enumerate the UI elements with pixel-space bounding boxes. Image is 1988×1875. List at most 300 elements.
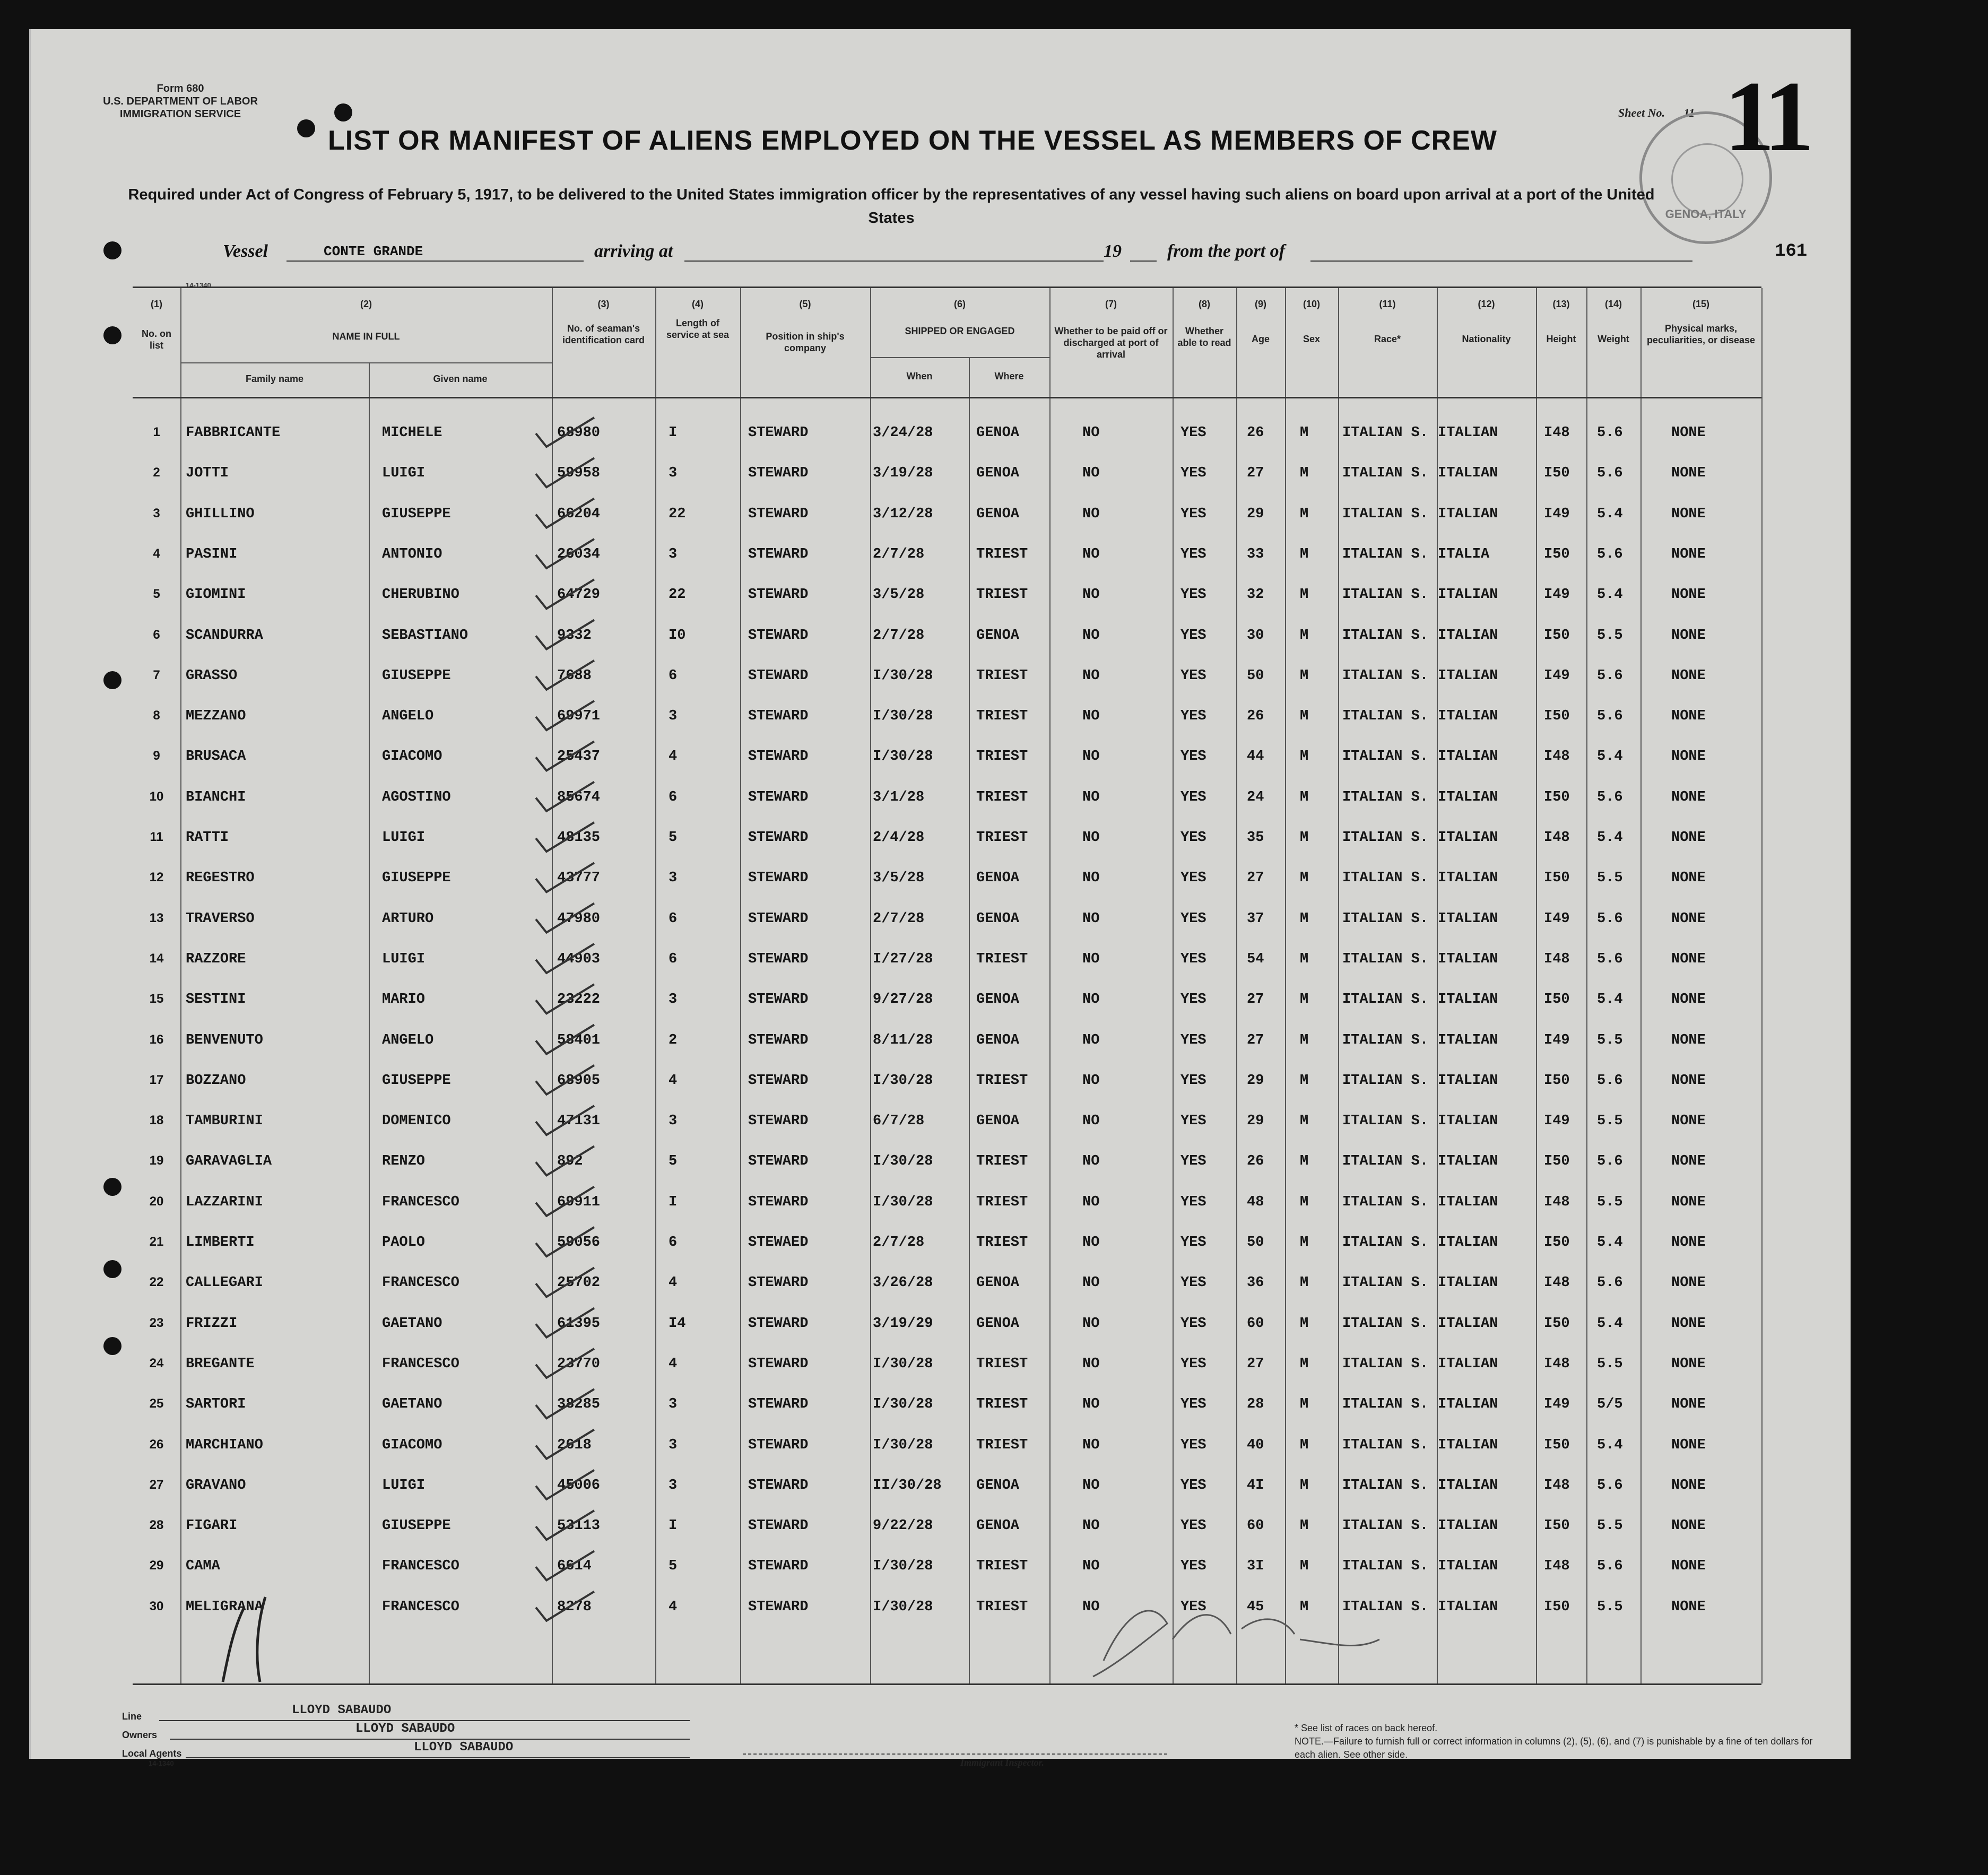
cell-where: GENOA (976, 1275, 1020, 1291)
cell-position: STEWARD (748, 830, 809, 846)
cell-no: 14 (149, 951, 164, 966)
cell-given: GIUSEPPE (382, 1072, 451, 1089)
manifest-footer (117, 1698, 1815, 1768)
cell-when: 2/7/28 (873, 546, 925, 562)
check-mark (536, 1349, 594, 1378)
cell-service: I (669, 1518, 678, 1534)
col-num-14: (14) (1604, 299, 1622, 309)
cell-weight: 5.6 (1597, 1072, 1623, 1089)
cell-position: STEWARD (748, 870, 809, 887)
cell-family: CAMA (186, 1558, 220, 1575)
cell-height: I49 (1544, 910, 1570, 927)
cell-where: TRIEST (976, 789, 1028, 805)
cell-weight: 5.5 (1597, 870, 1623, 887)
col-num-13: (13) (1552, 299, 1570, 309)
inspector-label: Immigrant Inspector. (960, 1757, 1045, 1768)
cell-marks: NONE (1671, 1032, 1706, 1048)
cell-paid: NO (1082, 627, 1100, 644)
cell-position: STEWARD (748, 1356, 809, 1372)
seal-text: GENOA, ITALY (1665, 207, 1747, 221)
cell-service: 3 (669, 465, 678, 482)
cell-read: YES (1180, 1315, 1206, 1332)
cell-sex: M (1300, 425, 1309, 441)
cell-read: YES (1180, 667, 1206, 684)
cell-weight: 5.6 (1597, 1153, 1623, 1170)
cell-given: GIUSEPPE (382, 1518, 451, 1534)
cell-position: STEWARD (748, 708, 809, 725)
cell-no: 10 (149, 789, 164, 804)
cell-marks: NONE (1671, 425, 1706, 441)
cell-where: GENOA (976, 1477, 1020, 1494)
col-num-11: (11) (1379, 299, 1396, 309)
cell-sex: M (1300, 627, 1309, 644)
cell-race: ITALIAN S. (1342, 1275, 1429, 1291)
cell-position: STEWARD (748, 951, 809, 967)
page-number: 161 (1775, 241, 1808, 262)
cell-read: YES (1180, 465, 1206, 482)
cell-height: I50 (1544, 627, 1570, 644)
cell-where: TRIEST (976, 1235, 1028, 1251)
cell-no: 1 (153, 425, 160, 439)
cell-when: I/30/28 (873, 1396, 933, 1413)
cell-given: LUIGI (382, 1477, 426, 1494)
cell-position: STEWARD (748, 627, 809, 644)
agents-label: Local Agents (122, 1748, 182, 1759)
cell-when: I/30/28 (873, 1072, 933, 1089)
cell-paid: NO (1082, 1275, 1100, 1291)
cell-family: REGESTRO (186, 870, 255, 887)
check-mark (536, 1106, 594, 1135)
cell-weight: 5.6 (1597, 667, 1623, 684)
cell-age: 48 (1247, 1194, 1264, 1210)
cell-race: ITALIAN S. (1342, 992, 1429, 1008)
cell-card: 45006 (557, 1477, 601, 1494)
cell-when: 8/11/28 (873, 1032, 933, 1048)
cell-read: YES (1180, 1558, 1206, 1575)
cell-no: 8 (153, 708, 160, 723)
cell-read: YES (1180, 1437, 1206, 1453)
cell-weight: 5.5 (1597, 1518, 1623, 1534)
header-length-service: Length of service at sea (666, 318, 730, 340)
cell-paid: NO (1082, 465, 1100, 482)
cell-service: 5 (669, 1153, 678, 1170)
cell-where: GENOA (976, 627, 1020, 644)
cell-race: ITALIAN S. (1342, 546, 1429, 562)
cell-sex: M (1300, 1437, 1309, 1453)
header-given-name: Given name (433, 374, 488, 384)
cell-weight: 5/5 (1597, 1396, 1623, 1413)
cell-paid: NO (1082, 992, 1100, 1008)
cell-card: 23222 (557, 992, 601, 1008)
cell-service: 3 (669, 708, 678, 725)
cell-sex: M (1300, 1477, 1309, 1494)
cell-weight: 5.6 (1597, 465, 1623, 482)
cell-when: 2/7/28 (873, 1235, 925, 1251)
cell-card: 61395 (557, 1315, 601, 1332)
cell-service: 4 (669, 1275, 678, 1291)
cell-service: 4 (669, 1599, 678, 1615)
cell-nat: ITALIAN (1438, 1477, 1498, 1494)
cell-given: GIACOMO (382, 1437, 442, 1453)
cell-family: RATTI (186, 830, 229, 846)
cell-family: FABBRICANTE (186, 425, 281, 441)
cell-nat: ITALIA (1438, 546, 1490, 562)
cell-no: 13 (149, 910, 164, 925)
cell-service: 3 (669, 1396, 678, 1413)
cell-paid: NO (1082, 1477, 1100, 1494)
cell-sex: M (1300, 1518, 1309, 1534)
footnote (1295, 1722, 1815, 1761)
cell-family: FIGARI (186, 1518, 238, 1534)
form-number: Form 680 (157, 83, 204, 94)
cell-height: I50 (1544, 465, 1570, 482)
cell-family: GIOMINI (186, 587, 246, 603)
cell-read: YES (1180, 1356, 1206, 1372)
cell-where: TRIEST (976, 1194, 1028, 1210)
cell-no: 21 (149, 1235, 164, 1249)
cell-marks: NONE (1671, 1113, 1706, 1130)
cell-where: TRIEST (976, 587, 1028, 603)
cell-paid: NO (1082, 546, 1100, 562)
cell-service: I4 (669, 1315, 686, 1332)
cell-age: 54 (1247, 951, 1264, 967)
cell-family: JOTTI (186, 465, 229, 482)
cell-weight: 5.6 (1597, 789, 1623, 805)
cell-nat: ITALIAN (1438, 708, 1498, 725)
cell-marks: NONE (1671, 910, 1706, 927)
manifest-title: LIST OR MANIFEST OF ALIENS EMPLOYED ON THE VESSEL AS MEMBERS OF CREW (328, 125, 1497, 156)
cell-height: I49 (1544, 667, 1570, 684)
cell-read: YES (1180, 951, 1206, 967)
cell-nat: ITALIAN (1438, 992, 1498, 1008)
cell-given: ARTURO (382, 910, 434, 927)
check-mark (536, 1308, 594, 1338)
cell-nat: ITALIAN (1438, 1437, 1498, 1453)
inspector-signature-stroke (1173, 1615, 1379, 1646)
check-mark (536, 701, 594, 730)
cell-race: ITALIAN S. (1342, 1558, 1429, 1575)
cell-where: GENOA (976, 425, 1020, 441)
cell-where: GENOA (976, 1518, 1020, 1534)
cell-race: ITALIAN S. (1342, 1396, 1429, 1413)
cell-marks: NONE (1671, 546, 1706, 562)
header-nationality: Nationality (1462, 334, 1511, 344)
cell-race: ITALIAN S. (1342, 830, 1429, 846)
check-mark (536, 539, 594, 568)
cell-marks: NONE (1671, 627, 1706, 644)
cell-no: 30 (149, 1599, 164, 1613)
cell-given: FRANCESCO (382, 1558, 459, 1575)
cell-race: ITALIAN S. (1342, 951, 1429, 967)
cell-paid: NO (1082, 830, 1100, 846)
cell-marks: NONE (1671, 789, 1706, 805)
cell-age: 40 (1247, 1437, 1264, 1453)
cell-paid: NO (1082, 1194, 1100, 1210)
cell-race: ITALIAN S. (1342, 1518, 1429, 1534)
cell-given: MICHELE (382, 425, 442, 441)
col-num-1: (1) (151, 299, 162, 309)
cell-read: YES (1180, 1153, 1206, 1170)
cell-card: 25702 (557, 1275, 601, 1291)
cell-height: I48 (1544, 1477, 1570, 1494)
cell-family: PASINI (186, 546, 238, 562)
cell-paid: NO (1082, 1599, 1100, 1615)
cell-weight: 5.5 (1597, 1599, 1623, 1615)
check-mark (536, 1187, 594, 1216)
check-mark (536, 661, 594, 690)
cell-nat: ITALIAN (1438, 587, 1498, 603)
cell-paid: NO (1082, 749, 1100, 765)
cell-weight: 5.6 (1597, 546, 1623, 562)
cell-when: 3/19/28 (873, 465, 933, 482)
col-num-8: (8) (1199, 299, 1210, 309)
cell-given: GIUSEPPE (382, 870, 451, 887)
cell-race: ITALIAN S. (1342, 627, 1429, 644)
cell-nat: ITALIAN (1438, 1032, 1498, 1048)
cell-position: STEWARD (748, 506, 809, 522)
check-mark (536, 782, 594, 811)
header-seaman-card: No. of seaman's identification card (562, 323, 645, 345)
cell-weight: 5.6 (1597, 1558, 1623, 1575)
cell-sex: M (1300, 546, 1309, 562)
cell-weight: 5.6 (1597, 1275, 1623, 1291)
cell-marks: NONE (1671, 1599, 1706, 1615)
cell-marks: NONE (1671, 992, 1706, 1008)
cell-no: 4 (153, 546, 160, 561)
header-paid-off: Whether to be paid off or discharged at port of arrival (1054, 326, 1168, 360)
cell-position: STEWARD (748, 1113, 809, 1130)
cell-weight: 5.6 (1597, 708, 1623, 725)
cell-paid: NO (1082, 1235, 1100, 1251)
cell-when: I/30/28 (873, 1558, 933, 1575)
cell-age: 26 (1247, 425, 1264, 441)
header-no-on-list: No. on list (142, 328, 171, 351)
cell-when: 2/7/28 (873, 910, 925, 927)
cell-family: BIANCHI (186, 789, 246, 805)
cell-nat: ITALIAN (1438, 627, 1498, 644)
cell-service: 5 (669, 830, 678, 846)
cell-read: YES (1180, 1477, 1206, 1494)
cell-family: MELIGRANA (186, 1599, 263, 1615)
header-weight: Weight (1598, 334, 1629, 344)
cell-marks: NONE (1671, 951, 1706, 967)
cell-given: ANTONIO (382, 546, 442, 562)
cell-service: 6 (669, 951, 678, 967)
col-num-2: (2) (360, 299, 372, 309)
cell-height: I48 (1544, 1356, 1570, 1372)
cell-race: ITALIAN S. (1342, 425, 1429, 441)
cell-where: GENOA (976, 1315, 1020, 1332)
cell-marks: NONE (1671, 1315, 1706, 1332)
cell-where: TRIEST (976, 667, 1028, 684)
cell-height: I48 (1544, 749, 1570, 765)
cell-height: I50 (1544, 992, 1570, 1008)
cell-nat: ITALIAN (1438, 749, 1498, 765)
cell-age: 27 (1247, 992, 1264, 1008)
cell-height: I50 (1544, 870, 1570, 887)
cell-height: I50 (1544, 1315, 1570, 1332)
cell-age: 44 (1247, 749, 1264, 765)
cell-paid: NO (1082, 1396, 1100, 1413)
cell-age: 27 (1247, 1356, 1264, 1372)
cell-where: TRIEST (976, 1437, 1028, 1453)
cell-read: YES (1180, 1599, 1206, 1615)
cell-height: I50 (1544, 708, 1570, 725)
cell-weight: 5.4 (1597, 749, 1623, 765)
cell-card: 47980 (557, 910, 601, 927)
check-mark (536, 1470, 594, 1499)
cell-read: YES (1180, 1275, 1206, 1291)
cell-marks: NONE (1671, 1275, 1706, 1291)
cell-weight: 5.6 (1597, 951, 1623, 967)
cell-nat: ITALIAN (1438, 910, 1498, 927)
inspector-signature (1093, 1611, 1167, 1677)
cell-age: 27 (1247, 870, 1264, 887)
cell-nat: ITALIAN (1438, 1194, 1498, 1210)
cell-weight: 5.6 (1597, 910, 1623, 927)
cell-no: 15 (149, 992, 164, 1006)
cell-marks: NONE (1671, 749, 1706, 765)
check-mark (536, 741, 594, 770)
cell-race: ITALIAN S. (1342, 1032, 1429, 1048)
cell-position: STEWARD (748, 667, 809, 684)
cell-weight: 5.4 (1597, 506, 1623, 522)
cell-weight: 5.6 (1597, 1477, 1623, 1494)
cell-age: 32 (1247, 587, 1264, 603)
cell-height: I50 (1544, 789, 1570, 805)
cell-given: FRANCESCO (382, 1194, 459, 1210)
cell-family: SESTINI (186, 992, 246, 1008)
cell-where: TRIEST (976, 1072, 1028, 1089)
check-mark (536, 418, 594, 447)
cell-card: 892 (557, 1153, 583, 1170)
cell-when: 9/27/28 (873, 992, 933, 1008)
cell-when: I/30/28 (873, 667, 933, 684)
check-mark (536, 1065, 594, 1095)
cell-when: 3/12/28 (873, 506, 933, 522)
cell-when: 3/1/28 (873, 789, 925, 805)
cell-where: TRIEST (976, 1599, 1028, 1615)
cell-height: I49 (1544, 1113, 1570, 1130)
cell-weight: 5.4 (1597, 992, 1623, 1008)
cell-read: YES (1180, 627, 1206, 644)
cell-age: 50 (1247, 667, 1264, 684)
cell-where: GENOA (976, 1113, 1020, 1130)
cell-sex: M (1300, 830, 1309, 846)
service-name: IMMIGRATION SERVICE (119, 108, 241, 120)
cell-nat: ITALIAN (1438, 1072, 1498, 1089)
cell-race: ITALIAN S. (1342, 789, 1429, 805)
cell-race: ITALIAN S. (1342, 870, 1429, 887)
check-mark (536, 944, 594, 973)
cell-card: 58401 (557, 1032, 601, 1048)
cell-when: I/27/28 (873, 951, 933, 967)
cell-when: 3/26/28 (873, 1275, 933, 1291)
cell-race: ITALIAN S. (1342, 1599, 1429, 1615)
cell-service: 4 (669, 749, 678, 765)
check-mark (536, 1551, 594, 1580)
cell-sex: M (1300, 506, 1309, 522)
cell-nat: ITALIAN (1438, 667, 1498, 684)
cell-nat: ITALIAN (1438, 1235, 1498, 1251)
cell-paid: NO (1082, 789, 1100, 805)
cell-card: 23770 (557, 1356, 601, 1372)
cell-nat: ITALIAN (1438, 1599, 1498, 1615)
cell-paid: NO (1082, 708, 1100, 725)
cell-nat: ITALIAN (1438, 1153, 1498, 1170)
cell-read: YES (1180, 1113, 1206, 1130)
cell-marks: NONE (1671, 830, 1706, 846)
cell-card: 59958 (557, 465, 601, 482)
cell-position: STEWARD (748, 1032, 809, 1048)
cell-service: 4 (669, 1072, 678, 1089)
cell-age: 29 (1247, 1072, 1264, 1089)
cell-age: 4I (1247, 1477, 1264, 1494)
header-able-read: Whether able to read (1177, 326, 1231, 348)
cell-family: GHILLINO (186, 506, 255, 522)
cell-height: I49 (1544, 1396, 1570, 1413)
owners-value: LLOYD SABAUDO (355, 1722, 455, 1736)
cell-height: I48 (1544, 830, 1570, 846)
cell-nat: ITALIAN (1438, 425, 1498, 441)
cell-age: 26 (1247, 708, 1264, 725)
check-mark (536, 984, 594, 1013)
cell-where: GENOA (976, 910, 1020, 927)
cell-marks: NONE (1671, 506, 1706, 522)
cell-weight: 5.5 (1597, 1113, 1623, 1130)
cell-marks: NONE (1671, 1558, 1706, 1575)
cell-height: I50 (1544, 1153, 1570, 1170)
cell-paid: NO (1082, 587, 1100, 603)
check-mark (536, 1025, 594, 1054)
cell-family: MEZZANO (186, 708, 246, 725)
cell-age: 50 (1247, 1235, 1264, 1251)
check-mark (536, 1430, 594, 1459)
cell-paid: NO (1082, 1518, 1100, 1534)
cell-nat: ITALIAN (1438, 1356, 1498, 1372)
handwritten-initial (223, 1597, 265, 1682)
cell-given: CHERUBINO (382, 587, 459, 603)
cell-sex: M (1300, 951, 1309, 967)
cell-position: STEWARD (748, 1194, 809, 1210)
cell-card: 66204 (557, 506, 601, 522)
cell-position: STEWARD (748, 1072, 809, 1089)
cell-read: YES (1180, 1396, 1206, 1413)
cell-height: I50 (1544, 1235, 1570, 1251)
cell-marks: NONE (1671, 667, 1706, 684)
cell-sex: M (1300, 1275, 1309, 1291)
cell-nat: ITALIAN (1438, 1113, 1498, 1130)
cell-race: ITALIAN S. (1342, 506, 1429, 522)
cell-no: 19 (149, 1153, 164, 1168)
cell-when: 3/24/28 (873, 425, 933, 441)
cell-when: 9/22/28 (873, 1518, 933, 1534)
cell-family: MARCHIANO (186, 1437, 263, 1453)
col-num-7: (7) (1105, 299, 1117, 309)
cell-height: I50 (1544, 1518, 1570, 1534)
cell-nat: ITALIAN (1438, 1275, 1498, 1291)
cell-height: I50 (1544, 1072, 1570, 1089)
cell-service: 2 (669, 1032, 678, 1048)
cell-given: PAOLO (382, 1235, 426, 1251)
cell-weight: 5.5 (1597, 627, 1623, 644)
department-name: U.S. DEPARTMENT OF LABOR (103, 96, 258, 107)
cell-race: ITALIAN S. (1342, 1235, 1429, 1251)
cell-given: GIUSEPPE (382, 506, 451, 522)
cell-nat: ITALIAN (1438, 789, 1498, 805)
cell-read: YES (1180, 789, 1206, 805)
header-when: When (906, 371, 933, 381)
